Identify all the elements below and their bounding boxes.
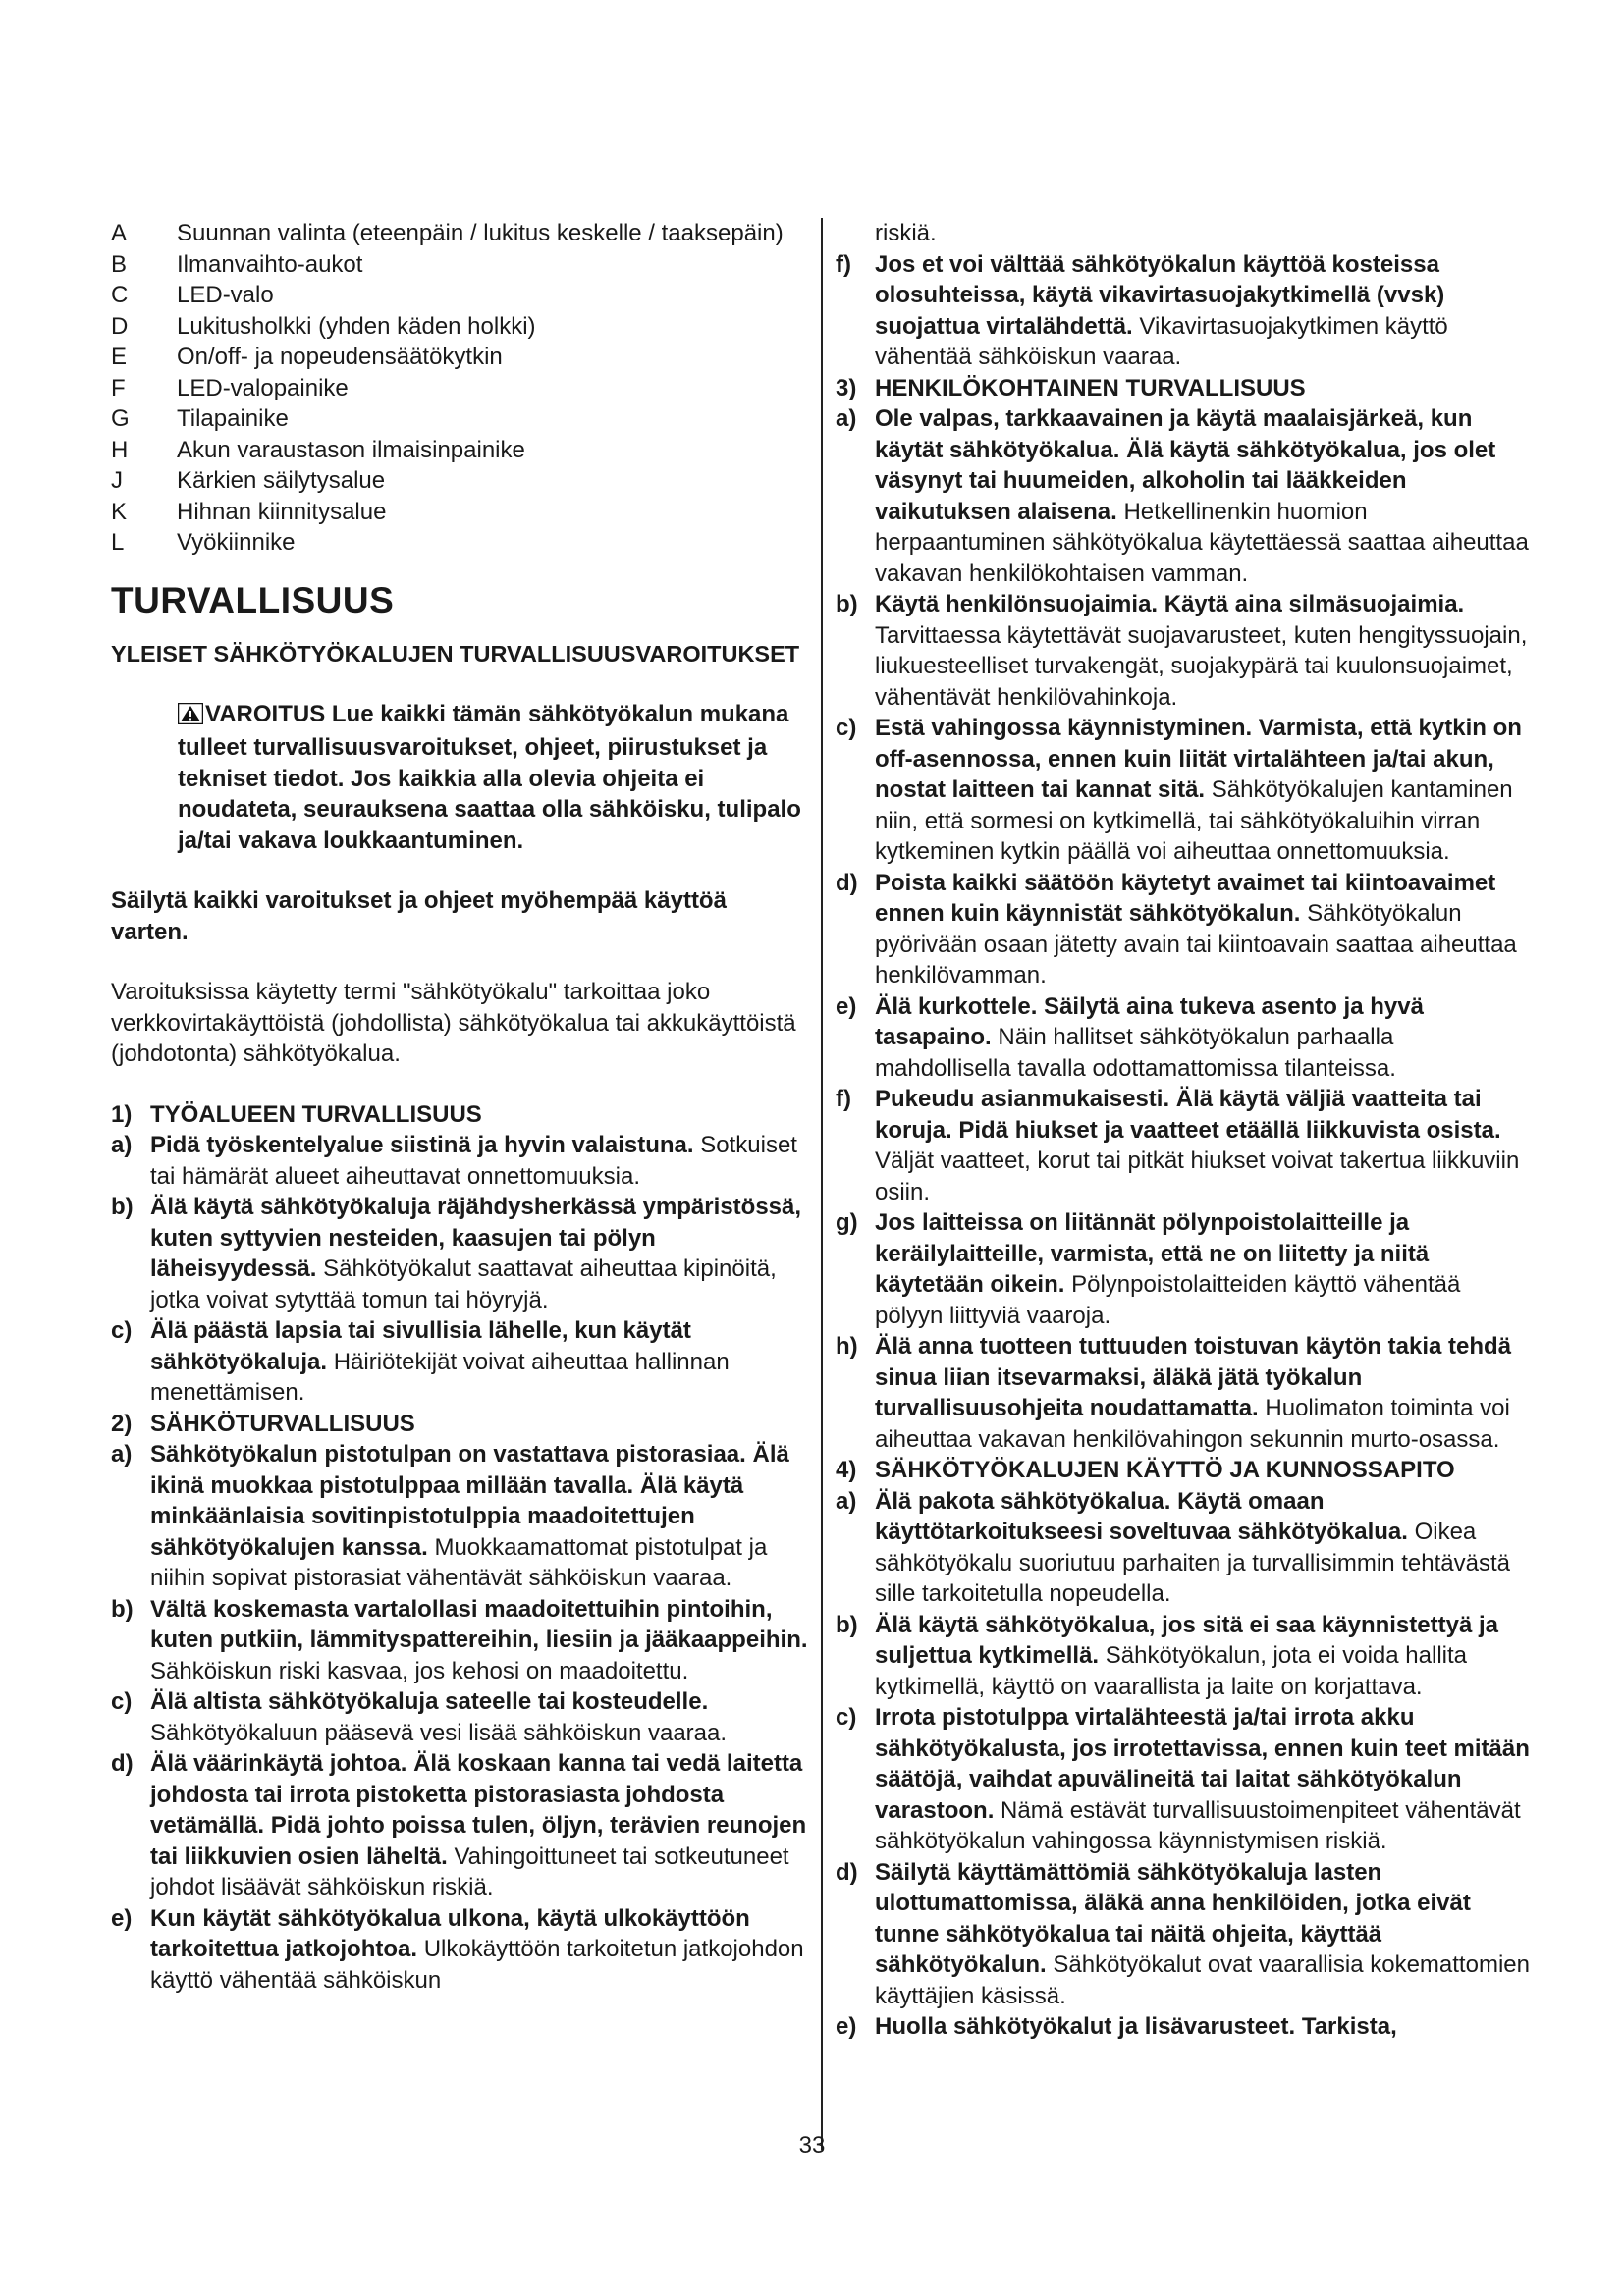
item-label: d) (836, 869, 858, 896)
safety-item (111, 1315, 810, 1409)
item-label: f) (836, 1086, 851, 1112)
safety-item (836, 249, 1535, 373)
safety-item (836, 1207, 1535, 1331)
item-label: c) (836, 1704, 857, 1731)
item-body (875, 1610, 1535, 1703)
item-body (875, 1207, 1535, 1331)
legend-key: H (111, 436, 129, 463)
legend-text: LED-valopainike (177, 374, 349, 401)
warning-triangle-icon (178, 702, 203, 733)
safety-item (111, 1686, 810, 1748)
legend-text: Hihnan kiinnitysalue (177, 498, 387, 525)
section-items-electrical-cont (836, 218, 1535, 373)
legend-key: K (111, 498, 128, 525)
section-number: 1) (111, 1100, 133, 1128)
legend-text: Suunnan valinta (eteenpäin / lukitus keskelle / taaksepäin) (177, 220, 784, 246)
item-label: a) (111, 1132, 133, 1158)
item-instruction: Estä vahingossa käynnistyminen. Varmista, että kytkin on off-asennossa, ennen kuin liität virtalähteen ja/tai akun, nostat laitteen tai kannat sitä. (875, 715, 1522, 803)
legend-key: B (111, 250, 128, 278)
item-body (875, 589, 1535, 713)
item-instruction: Jos et voi välttää sähkötyökalun käyttöä kosteissa olosuhteissa, käytä vikavirtasuojakytkimellä (vvsk) suojattua virtalähdettä. (875, 250, 1445, 340)
item-explanation: Sähkötyökalut ovat vaarallisia kokemattomien käyttäjien käsissä. (875, 1951, 1530, 2009)
general-warning (111, 699, 810, 857)
item-explanation: Sähkötyökalun, jota ei voida hallita kytkimellä, käyttö on vaarallista ja laite on korjattava. (875, 1642, 1468, 1700)
item-instruction: Pidä työskentelyalue siistinä ja hyvin valaistuna. (150, 1132, 694, 1158)
legend-key: L (111, 529, 125, 556)
item-instruction: Irrota pistotulppa virtalähteestä ja/tai irrota akku sähkötyökalusta, jos irrotettavissa, ennen kuin teet mitään säätöjä, vaihdat apuvälineitä tai laitat sähkötyökalun varastoon. (875, 1704, 1530, 1824)
item-explanation: Sähkötyökaluun pääsevä vesi lisää sähköiskun vaaraa. (150, 1719, 728, 1746)
item-explanation: Nämä estävät turvallisuustoimenpiteet vähentävät sähkötyökalun vahingossa käynnistymisen riskiä. (875, 1796, 1521, 1854)
safety-item (111, 1192, 810, 1315)
item-explanation: Hetkellinenkin huomion herpaantuminen sähkötyökalua käytettäessä saattaa aiheuttaa vakavan henkilökohtaisen vamman. (875, 498, 1529, 587)
safety-item (836, 1486, 1535, 1610)
section-title: SÄHKÖTYÖKALUJEN KÄYTTÖ JA KUNNOSSAPITO (875, 1457, 1455, 1483)
legend-row (111, 218, 810, 249)
section-items-work-area (111, 1130, 810, 1409)
section-header-personal (836, 373, 1535, 404)
legend-key: A (111, 220, 128, 246)
item-explanation: Sähkötyökalut saattavat aiheuttaa kipinöitä, jotka voivat sytyttää tomun tai höyryjä. (150, 1255, 777, 1313)
safety-item (836, 1857, 1535, 2012)
safety-item (111, 1439, 810, 1594)
item-explanation: Väljät vaatteet, korut tai pitkät hiukset voivat takertua liikkuviin osiin. (875, 1148, 1520, 1205)
item-instruction: Huolla sähkötyökalut ja lisävarusteet. Tarkista, (875, 2013, 1397, 2040)
item-instruction: Älä pakota sähkötyökalua. Käytä omaan käyttötarkoitukseesi soveltuvaa sähkötyökalua. (875, 1487, 1408, 1545)
safety-title: TURVALLISUUS (111, 579, 395, 620)
item-label: b) (836, 591, 858, 617)
item-body (875, 868, 1535, 991)
power-tool-definition: Varoituksissa käytetty termi "sähkötyökalu" tarkoittaa joko verkkovirtakäyttöistä (johdollista) sähkötyökalua tai akkukäyttöistä (johdotonta) sähkötyökalua. (111, 979, 796, 1067)
item-body (150, 1130, 810, 1192)
section-header-electrical (111, 1409, 810, 1440)
item-body (875, 991, 1535, 1085)
item-explanation: Vahingoittuneet tai sotkeutuneet johdot lisäävät sähköiskun riskiä. (150, 1842, 789, 1900)
item-instruction: Älä väärinkäytä johtoa. Älä koskaan kanna tai vedä laitetta johdosta tai irrota pistoketta pistorasiasta johdosta vetämällä. Pidä johto poissa tulen, öljyn, terävien reunojen tai liikkuvien osien läheltä. (150, 1750, 807, 1870)
item-label: b) (111, 1194, 134, 1220)
item-body (150, 1315, 810, 1409)
legend-text: Vyökiinnike (177, 529, 296, 556)
item-explanation: riskiä. (875, 220, 937, 246)
legend-text: Kärkien säilytysalue (177, 467, 386, 494)
safety-item (836, 1610, 1535, 1703)
item-label: c) (111, 1317, 133, 1344)
item-explanation: Sotkuiset tai hämärät alueet aiheuttavat onnettomuuksia. (150, 1132, 797, 1190)
item-instruction: Jos laitteissa on liitännät pölynpoistolaitteille ja keräilylaitteille, varmista, että ne on liitetty ja niitä käytetään oikein. (875, 1209, 1430, 1298)
item-explanation: Tarvittaessa käytettävät suojavarusteet, kuten hengityssuojain, liukuesteelliset turvakengät, suojakypärä tai kuulonsuojaimet, vähentävät henkilövahinkoja. (875, 621, 1528, 711)
legend-key: C (111, 282, 129, 308)
general-warning-text: VAROITUS Lue kaikki tämän sähkötyökalun mukana tulleet turvallisuusvaroitukset, ohjeet, piirustukset ja tekniset tiedot. Jos kaikkia alla olevia ohjeita ei noudateta, seurauksena saattaa olla sähköisku, tulipalo ja/tai vakava loukkaantuminen. (178, 700, 801, 854)
item-instruction: Pukeudu asianmukaisesti. Älä käytä väljiä vaatteita tai koruja. Pidä hiukset ja vaatteet etäällä liikkuvista osista. (875, 1086, 1501, 1144)
section-items-electrical (111, 1439, 810, 1996)
item-explanation: Vikavirtasuojakytkimen käyttö vähentää sähköiskun vaaraa. (875, 312, 1448, 370)
section-title: SÄHKÖTURVALLISUUS (150, 1410, 415, 1437)
item-body (150, 1748, 810, 1903)
safety-subtitle: YLEISET SÄHKÖTYÖKALUJEN TURVALLISUUSVAROITUKSET (111, 640, 800, 667)
legend-key: F (111, 374, 126, 401)
item-label: c) (111, 1688, 133, 1715)
item-body (150, 1594, 810, 1687)
legend-key: G (111, 405, 130, 432)
right-column (836, 218, 1535, 2043)
page-number: 33 (798, 2132, 826, 2159)
legend-row (111, 403, 810, 435)
safety-item (836, 218, 1535, 249)
section-items-tool-use (836, 1486, 1535, 2043)
item-label: a) (836, 405, 857, 432)
item-body (875, 1857, 1535, 2012)
item-explanation: Ulkokäyttöön tarkoitetun jatkojohdon käyttö vähentää sähköiskun (150, 1936, 804, 1994)
item-body (150, 1439, 810, 1594)
item-label: h) (836, 1333, 858, 1360)
item-body (875, 403, 1535, 589)
section-title: TYÖALUEEN TURVALLISUUS (150, 1100, 482, 1128)
parts-legend (111, 218, 810, 559)
safety-item (111, 1748, 810, 1903)
item-label: d) (836, 1858, 858, 1886)
item-explanation: Muokkaamattomat pistotulpat ja niihin sopivat pistorasiat vähentävät sähköiskun vaaraa. (150, 1533, 768, 1591)
item-body (875, 218, 1535, 249)
section-number: 3) (836, 374, 857, 401)
section-title: HENKILÖKOHTAINEN TURVALLISUUS (875, 374, 1306, 401)
item-body (875, 2011, 1535, 2043)
legend-text: Tilapainike (177, 405, 289, 432)
safety-item (836, 1331, 1535, 1455)
legend-text: LED-valo (177, 282, 274, 308)
item-instruction: Säilytä käyttämättömiä sähkötyökaluja lasten ulottumattomissa, äläkä anna henkilöiden, jotka eivät tunne sähkötyökalua tai näitä ohjeita, käyttää sähkötyökalun. (875, 1858, 1471, 1978)
legend-text: Lukitusholkki (yhden käden holkki) (177, 312, 536, 340)
item-body (875, 1486, 1535, 1610)
column-divider (821, 218, 823, 2150)
safety-item (836, 713, 1535, 868)
item-instruction: Älä päästä lapsia tai sivullisia lähelle, kun käytät sähkötyökaluja. (150, 1317, 691, 1375)
item-instruction: Älä kurkottele. Säilytä aina tukeva asento ja hyvä tasapaino. (875, 992, 1424, 1050)
item-explanation: Sähköiskun riski kasvaa, jos kehosi on maadoitettu. (150, 1657, 689, 1684)
safety-item (111, 1130, 810, 1192)
item-label: e) (111, 1904, 133, 1932)
item-body (150, 1903, 810, 1997)
safety-item (836, 991, 1535, 1085)
item-label (836, 218, 875, 249)
item-label: a) (836, 1487, 857, 1515)
legend-text: On/off- ja nopeudensäätökytkin (177, 344, 503, 370)
safety-item (836, 403, 1535, 589)
item-label: c) (836, 715, 857, 741)
legend-key: D (111, 312, 129, 340)
section-header-tool-use (836, 1455, 1535, 1486)
item-body (875, 249, 1535, 373)
safety-item (836, 1084, 1535, 1207)
item-label: d) (111, 1750, 134, 1777)
item-instruction: Poista kaikki säätöön käytetyt avaimet tai kiintoavaimet ennen kuin käynnistät sähkötyökalun. (875, 869, 1496, 927)
legend-text: Ilmanvaihto-aukot (177, 250, 363, 278)
item-instruction: Älä käytä sähkötyökaluja räjähdysherkässä ympäristössä, kuten syttyvien nesteiden, kaasujen tai pölyn läheisyydessä. (150, 1194, 802, 1282)
item-body (150, 1192, 810, 1315)
legend-row (111, 527, 810, 559)
legend-row (111, 249, 810, 281)
section-header-work-area (111, 1099, 810, 1131)
item-explanation: Häiriötekijät voivat aiheuttaa hallinnan menettämisen. (150, 1348, 730, 1406)
legend-text: Akun varaustason ilmaisinpainike (177, 436, 525, 463)
legend-row (111, 465, 810, 497)
item-instruction: Älä altista sähkötyökaluja sateelle tai kosteudelle. (150, 1688, 709, 1715)
item-instruction: Sähkötyökalun pistotulpan on vastattava pistorasiaa. Älä ikinä muokkaa pistotulppaa millään tavalla. Älä käytä minkäänlaisia sovitinpistotulppia maadoitettujen sähkötyökalujen kanssa. (150, 1441, 789, 1561)
item-instruction: Vältä koskemasta vartalollasi maadoitettuihin pintoihin, kuten putkiin, lämmityspattereihin, liesiin ja jääkaappeihin. (150, 1595, 808, 1653)
item-explanation: Pölynpoistolaitteiden käyttö vähentää pölyyn liittyviä vaaroja. (875, 1271, 1461, 1329)
item-label: a) (111, 1441, 133, 1468)
item-explanation: Sähkötyökalujen kantaminen niin, että sormesi on kytkimellä, tai sähkötyökaluihin virran kytkeminen kytkin päällä voi aiheuttaa onnettomuuksia. (875, 776, 1513, 865)
legend-row (111, 280, 810, 311)
left-column (111, 218, 810, 1996)
item-instruction: Älä anna tuotteen tuttuuden toistuvan käytön takia tehdä sinua liian itsevarmaksi, äläkä jätä työkalun turvallisuusohjeita noudattamatta. (875, 1333, 1512, 1421)
item-label: f) (836, 250, 851, 278)
item-body (875, 1084, 1535, 1207)
safety-item (836, 2011, 1535, 2043)
safety-item (836, 868, 1535, 991)
legend-row (111, 311, 810, 343)
item-label: b) (111, 1595, 134, 1623)
section-number: 4) (836, 1457, 857, 1483)
item-explanation: Sähkötyökalun pyörivään osaan jätetty avain tai kiintoavain saattaa aiheuttaa henkilövamman. (875, 900, 1517, 988)
section-items-personal (836, 403, 1535, 1455)
safety-item (836, 589, 1535, 713)
item-explanation: Huolimaton toiminta voi aiheuttaa vakavan henkilövahingon sekunnin murto-osassa. (875, 1395, 1510, 1453)
legend-row (111, 497, 810, 528)
item-explanation: Oikea sähkötyökalu suoriutuu parhaiten ja turvallisimmin tehtävästä sille tarkoitetulla nopeudella. (875, 1519, 1511, 1607)
section-number: 2) (111, 1410, 133, 1437)
item-instruction: Ole valpas, tarkkaavainen ja käytä maalaisjärkeä, kun käytät sähkötyökalua. Älä käytä sähkötyökalua, jos olet väsynyt tai huumeiden, alkoholin tai lääkkeiden vaikutuksen alaisena. (875, 405, 1496, 525)
legend-row (111, 373, 810, 404)
legend-row (111, 342, 810, 373)
item-label: e) (836, 992, 857, 1020)
item-label: b) (836, 1611, 858, 1638)
item-instruction: Kun käytät sähkötyökalua ulkona, käytä ulkokäyttöön tarkoitettua jatkojohtoa. (150, 1904, 750, 1962)
item-body (875, 1702, 1535, 1857)
legend-row (111, 435, 810, 466)
legend-key: E (111, 344, 128, 370)
safety-item (111, 1903, 810, 1997)
item-instruction: Käytä henkilönsuojaimia. Käytä aina silmäsuojaimia. (875, 591, 1465, 617)
item-body (150, 1686, 810, 1748)
item-body (875, 713, 1535, 868)
safety-item (836, 1702, 1535, 1857)
legend-key: J (111, 467, 123, 494)
item-instruction: Älä käytä sähkötyökalua, jos sitä ei saa käynnistettyä ja suljettua kytkimellä. (875, 1611, 1498, 1669)
item-body (875, 1331, 1535, 1455)
safety-item (111, 1594, 810, 1687)
item-explanation: Näin hallitset sähkötyökalun parhaalla mahdollisella tavalla odottamattomissa tilanteissa. (875, 1024, 1396, 1082)
item-label: e) (836, 2013, 857, 2040)
item-label: g) (836, 1209, 858, 1236)
save-instructions-note: Säilytä kaikki varoitukset ja ohjeet myöhempää käyttöä varten. (111, 887, 727, 945)
